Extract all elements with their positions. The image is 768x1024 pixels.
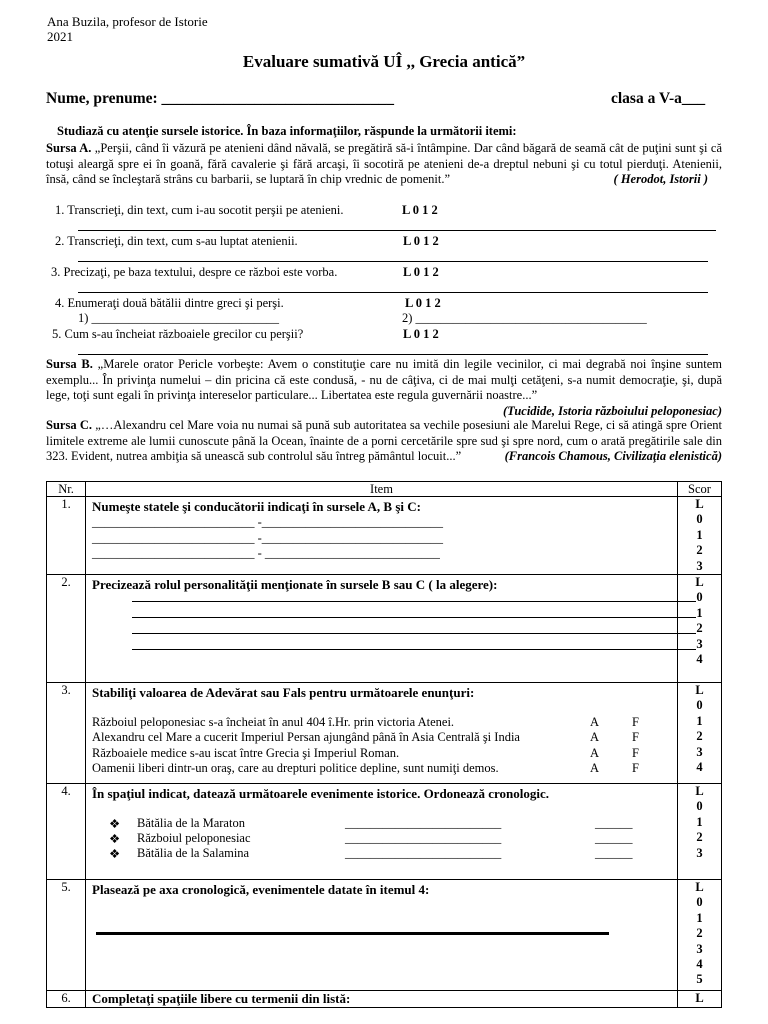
table-row [47, 784, 722, 880]
event-order-field[interactable]: ______ [595, 831, 633, 845]
score-mark: L [695, 575, 704, 589]
row-1-line-2[interactable]: __________________________ -_____________________________ [92, 530, 444, 545]
row-2-score [678, 575, 722, 683]
row-4-title: În spaţiul indicat, datează următoarele evenimente istorice. Ordonează cronologic. [92, 786, 549, 801]
event-date-field[interactable]: _________________________ [345, 846, 502, 860]
row-1-line-3[interactable]: __________________________ - ____________________________ [92, 546, 440, 560]
bullet-icon: ❖ [109, 846, 121, 861]
table-row [47, 683, 722, 784]
question-4-answer-2[interactable]: 2) _____________________________________ [402, 311, 647, 325]
score-mark: 0 [696, 698, 703, 713]
score-mark: 3 [696, 941, 703, 956]
score-mark: 4 [696, 956, 703, 971]
row-2-title: Precizează rolul personalităţii menţionate în sursele B sau C ( la alegere): [92, 577, 498, 592]
score-mark: 1 [696, 814, 703, 829]
header-score: Scor [678, 482, 722, 497]
row-1-nr: 1. [47, 497, 86, 575]
statement-row [86, 715, 677, 730]
source-b-label: Sursa B. [46, 357, 93, 371]
event-row [86, 846, 677, 861]
score-mark: 5 [696, 972, 703, 987]
answer-line-2[interactable] [78, 261, 708, 262]
source-c-text: „…Alexandru cel Mare voia nu numai să pună sub autoritatea sa vechile posesiuni ale Marelui Rege, ci să atingă spre Orient limitele extreme ale lumii cunoscute până la Ocean, înainte de a porni cercetările spre sud şi spre nord, cum o arată pregătirile sale din 323. Evident, nutrea ambiţia să unească sub controlul său întreg pământul locuit...” [46, 418, 722, 463]
row-4-score [678, 784, 722, 880]
score-mark: 2 [696, 543, 703, 558]
page-title: Evaluare sumativă UÎ ,, Grecia antică” [242, 52, 526, 71]
score-mark: 2 [696, 621, 703, 636]
row-3-item [86, 683, 678, 784]
statement-text: Războaiele medice s-au iscat între Grecia şi Imperiul Roman. [92, 745, 400, 760]
statement-text: Alexandru cel Mare a cucerit Imperiul Persan ajungând până în Asia Centrală şi India [92, 730, 520, 745]
statement-row [86, 730, 677, 745]
row-2-item [86, 575, 678, 683]
header-nr: Nr. [47, 482, 86, 497]
bullet-icon: ❖ [109, 816, 121, 831]
false-option[interactable]: F [632, 760, 639, 775]
score-mark: 0 [696, 590, 703, 605]
row-1-score [678, 497, 722, 575]
score-mark: 2 [696, 926, 703, 941]
false-option[interactable]: F [632, 745, 639, 760]
false-option[interactable]: F [632, 715, 639, 729]
row-3-nr: 3. [47, 683, 86, 784]
instruction-text: Studiază cu atenţie sursele istorice. În baza informaţiilor, răspunde la următorii itemi: [57, 124, 517, 138]
row-2-answer-line[interactable] [132, 633, 696, 634]
table-row [47, 880, 722, 991]
score-mark: 3 [696, 636, 703, 651]
table-row [47, 497, 722, 575]
event-order-field[interactable]: ______ [595, 816, 633, 830]
answer-line-3[interactable] [78, 292, 708, 293]
score-mark: 4 [696, 651, 703, 666]
event-row [86, 831, 677, 846]
score-mark: 2 [696, 729, 703, 744]
score-mark: 0 [696, 512, 703, 527]
true-option[interactable]: A [590, 715, 600, 729]
row-3-title: Stabiliţi valoarea de Adevărat sau Fals pentru următoarele enunţuri: [92, 685, 475, 700]
event-row [86, 816, 677, 831]
score-mark: 1 [696, 605, 703, 620]
score-mark: L [695, 784, 704, 798]
question-5-text: 5. Cum s-au încheiat războaiele grecilor cu perşii? [52, 327, 304, 341]
score-mark: 1 [696, 713, 703, 728]
event-order-field[interactable]: ______ [595, 846, 633, 860]
event-date-field[interactable]: _________________________ [345, 816, 502, 830]
event-date-field[interactable]: _________________________ [345, 831, 502, 845]
score-mark: 4 [696, 759, 703, 774]
row-5-score [678, 880, 722, 991]
timeline-axis[interactable] [96, 932, 609, 935]
true-option[interactable]: A [590, 745, 600, 760]
header-item: Item [86, 482, 678, 497]
question-1-score: L 0 1 2 [402, 203, 438, 217]
source-a-text: „Perşii, când îi văzură pe atenieni dând năvală, se pregătiră să-i întâmpine. Dar când băgară de seamă cât de puţini sunt şi că totuşi aleargă spre ei în goană, fără cavalerie şi fără arcaşi, îi socotiră pe atenieni de-a dreptul nebuni şi cu totul pierduţi. Atenienii, însă, când se încleştară strâns cu barbarii, se luptară în chip vrednic de pomenit.” [46, 141, 722, 186]
source-c-paragraph [46, 418, 722, 465]
score-mark: 3 [696, 744, 703, 759]
source-a-label: Sursa A. [46, 141, 92, 155]
question-4-score: L 0 1 2 [405, 296, 441, 310]
row-6-score [678, 991, 722, 1008]
row-1-title: Numeşte statele şi conducătorii indicaţi în sursele A, B şi C: [92, 499, 421, 514]
score-mark: 1 [696, 910, 703, 925]
row-4-nr: 4. [47, 784, 86, 880]
row-6-title: Completaţi spaţiile libere cu termenii din listă: [92, 991, 351, 1006]
false-option[interactable]: F [632, 730, 639, 745]
event-name: Bătălia de la Salamina [137, 846, 250, 860]
question-2-score: L 0 1 2 [403, 234, 439, 248]
question-2-text: 2. Transcrieţi, din text, cum s-au luptat atenienii. [55, 234, 298, 248]
bullet-icon: ❖ [109, 831, 121, 846]
score-mark: L [695, 880, 704, 894]
row-1-item [86, 497, 678, 575]
score-mark: 0 [696, 895, 703, 910]
row-5-title: Plasează pe axa cronologică, evenimentele datate în itemul 4: [92, 882, 430, 897]
row-5-item [86, 880, 678, 991]
event-name: Bătălia de la Maraton [137, 816, 245, 830]
row-2-answer-line[interactable] [132, 601, 696, 602]
source-a-citation: ( Herodot, Istorii ) [613, 172, 708, 186]
statement-text: Oamenii liberi dintr-un oraş, care au drepturi politice depline, sunt numiţi demos. [92, 760, 499, 775]
author-name: Ana Buzila, profesor de Istorie [47, 14, 208, 29]
source-c-label: Sursa C. [46, 418, 92, 432]
true-option[interactable]: A [590, 760, 600, 775]
author-line [47, 14, 208, 44]
source-c-citation: (Francois Chamous, Civilizaţia elenistică) [504, 449, 722, 463]
row-4-item [86, 784, 678, 880]
true-option[interactable]: A [590, 730, 600, 745]
question-3-text: 3. Precizaţi, pe baza textului, despre ce război este vorba. [51, 265, 338, 279]
row-1-line-1[interactable]: __________________________ -_____________________________ [92, 515, 444, 529]
row-2-answer-line[interactable] [132, 649, 696, 650]
answer-line-5[interactable] [78, 354, 708, 355]
statement-row [86, 746, 677, 761]
row-3-score [678, 683, 722, 784]
answer-line-1[interactable] [78, 230, 716, 231]
statement-text: Războiul peloponesiac s-a încheiat în anul 404 î.Hr. prin victoria Atenei. [92, 715, 455, 729]
question-3-score: L 0 1 2 [403, 265, 439, 279]
event-name: Războiul peloponesiac [137, 831, 251, 845]
table-row [47, 991, 722, 1008]
items-table [46, 481, 722, 1008]
source-b-paragraph [46, 357, 722, 419]
row-5-nr: 5. [47, 880, 86, 991]
name-field-label: Nume, prenume: ______________________________ [46, 90, 395, 107]
score-mark: L [695, 497, 704, 511]
question-1-text: 1. Transcrieţi, din text, cum i-au socotit perşii pe atenieni. [55, 203, 344, 217]
table-row [47, 575, 722, 683]
row-2-answer-line[interactable] [132, 617, 696, 618]
score-mark: 3 [696, 845, 703, 860]
author-year: 2021 [47, 29, 73, 44]
row-2-nr: 2. [47, 575, 86, 683]
row-6-item [86, 991, 678, 1008]
score-mark: 2 [696, 830, 703, 845]
score-mark: 3 [696, 558, 703, 573]
score-mark: 0 [696, 799, 703, 814]
row-6-nr: 6. [47, 991, 86, 1008]
class-field-label: clasa a V-a___ [611, 90, 706, 107]
source-b-citation: (Tucidide, Istoria războiului peloponesiac) [503, 403, 722, 418]
score-mark: 1 [696, 527, 703, 542]
statement-row [86, 761, 677, 776]
score-mark: L [695, 991, 704, 1005]
question-4-text: 4. Enumeraţi două bătălii dintre greci şi perşi. [55, 296, 284, 310]
question-4-answer-1[interactable]: 1) ______________________________ [78, 311, 280, 325]
table-header-row [47, 482, 722, 497]
question-5-score: L 0 1 2 [403, 327, 439, 341]
source-b-text: „Marele orator Pericle vorbeşte: Avem o constituţie care nu imită din legile vecinilor, ci mai degrabă noi înşine suntem exemplu... În privinţa numelui – din pricina că este condusă, - nu de câţiva, ci de mai mulţi cetăţeni, s-a numit democraţie, şi, după lege, toţi sunt egali în privinţa intereselor particulare... Libertatea este regula guvernării noastre...” [46, 357, 723, 402]
source-a-paragraph [46, 141, 722, 188]
score-mark: L [695, 683, 704, 697]
